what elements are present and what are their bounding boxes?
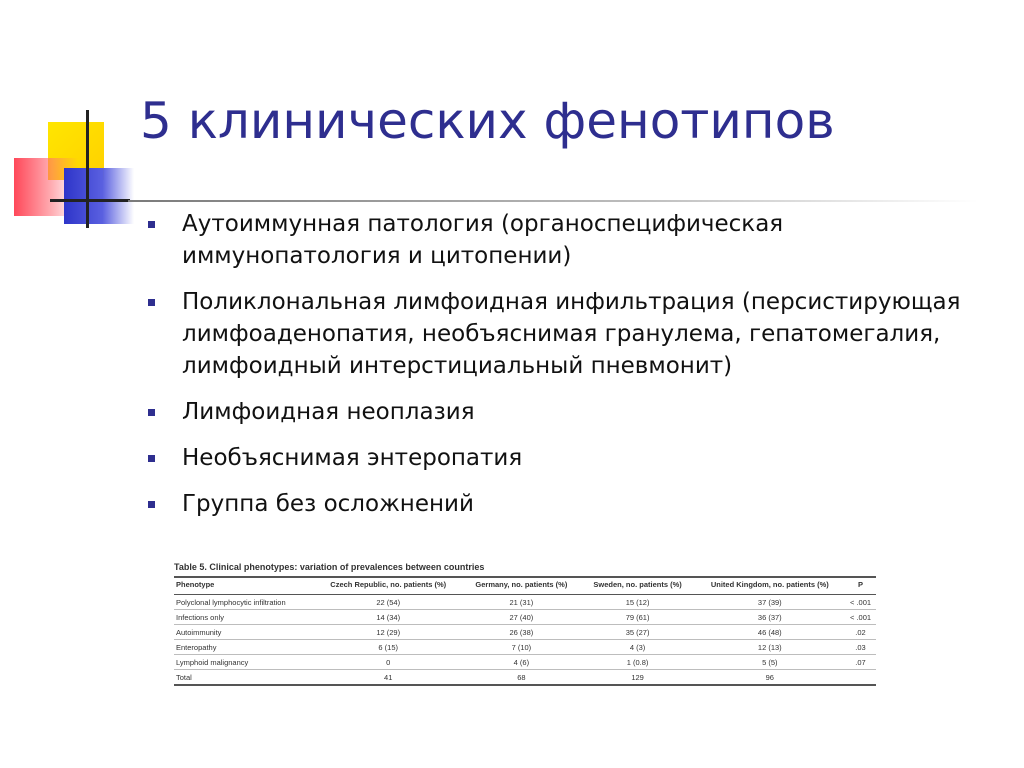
bullet-text: Поликлональная лимфоидная инфильтрация (персистирующая лимфоаденопатия, необъяснимая гранулема, гепатомегалия, лимфоидный интерстициальный пневмонит) (182, 289, 961, 379)
header-phenotype: Phenotype (176, 580, 215, 589)
cell-sweden: 129 (581, 670, 695, 686)
cell-czech: 22 (54) (314, 595, 462, 610)
cell-sweden: 4 (3) (581, 640, 695, 655)
phenotype-table-figure (174, 562, 876, 686)
blue-square-decoration (64, 168, 134, 224)
header-germany: Germany, no. patients (%) (475, 580, 568, 589)
cell-p: .07 (845, 655, 876, 670)
header-p: P (858, 580, 864, 589)
table-caption: Table 5. Clinical phenotypes: variation of prevalences between countries (174, 562, 485, 572)
phenotype-table (174, 576, 876, 686)
cell-sweden: 15 (12) (581, 595, 695, 610)
cell-czech: 6 (15) (314, 640, 462, 655)
cell-uk: 96 (695, 670, 845, 686)
cell-phenotype: Total (174, 670, 314, 686)
cell-czech: 14 (34) (314, 610, 462, 625)
cell-uk: 12 (13) (695, 640, 845, 655)
table-row (174, 610, 876, 625)
title-underline (128, 200, 978, 202)
cell-sweden: 79 (61) (581, 610, 695, 625)
header-uk: United Kingdom, no. patients (%) (710, 580, 829, 589)
cell-phenotype: Lymphoid malignancy (174, 655, 314, 670)
square-bullet-icon (148, 409, 155, 416)
cell-czech: 0 (314, 655, 462, 670)
cell-germany: 7 (10) (462, 640, 580, 655)
cell-p: .03 (845, 640, 876, 655)
cell-phenotype: Enteropathy (174, 640, 314, 655)
bullet-item (148, 488, 988, 520)
bullet-text: Группа без осложнений (182, 491, 474, 517)
header-czech: Czech Republic, no. patients (%) (330, 580, 447, 589)
square-bullet-icon (148, 299, 155, 306)
cell-sweden: 1 (0.8) (581, 655, 695, 670)
cell-phenotype: Infections only (174, 610, 314, 625)
cell-germany: 27 (40) (462, 610, 580, 625)
cell-uk: 5 (5) (695, 655, 845, 670)
cell-p (845, 670, 876, 686)
square-bullet-icon (148, 455, 155, 462)
table-row (174, 625, 876, 640)
bullet-list (148, 208, 988, 534)
cell-germany: 68 (462, 670, 580, 686)
cell-p: < .001 (845, 610, 876, 625)
table-row (174, 655, 876, 670)
table-row (174, 595, 876, 610)
header-sweden: Sweden, no. patients (%) (593, 580, 682, 589)
cell-phenotype: Autoimmunity (174, 625, 314, 640)
vertical-line-decoration (86, 110, 89, 228)
cell-germany: 26 (38) (462, 625, 580, 640)
table-row (174, 640, 876, 655)
cell-germany: 21 (31) (462, 595, 580, 610)
cell-germany: 4 (6) (462, 655, 580, 670)
cell-uk: 37 (39) (695, 595, 845, 610)
bullet-item (148, 286, 988, 382)
table-row-total (174, 670, 876, 686)
cell-czech: 41 (314, 670, 462, 686)
horizontal-line-decoration (50, 199, 130, 202)
cell-p: < .001 (845, 595, 876, 610)
square-bullet-icon (148, 221, 155, 228)
cell-uk: 46 (48) (695, 625, 845, 640)
bullet-text: Аутоиммунная патология (органоспецифическая иммунопатология и цитопении) (182, 211, 784, 269)
cell-p: .02 (845, 625, 876, 640)
bullet-item (148, 208, 988, 272)
slide-title: 5 клинических фенотипов (140, 92, 835, 150)
bullet-item (148, 442, 988, 474)
cell-phenotype: Polyclonal lymphocytic infiltration (174, 595, 314, 610)
bullet-text: Необъяснимая энтеропатия (182, 445, 523, 471)
cell-uk: 36 (37) (695, 610, 845, 625)
square-bullet-icon (148, 501, 155, 508)
cell-czech: 12 (29) (314, 625, 462, 640)
table-header-row (174, 577, 876, 595)
cell-sweden: 35 (27) (581, 625, 695, 640)
bullet-item (148, 396, 988, 428)
bullet-text: Лимфоидная неоплазия (182, 399, 475, 425)
